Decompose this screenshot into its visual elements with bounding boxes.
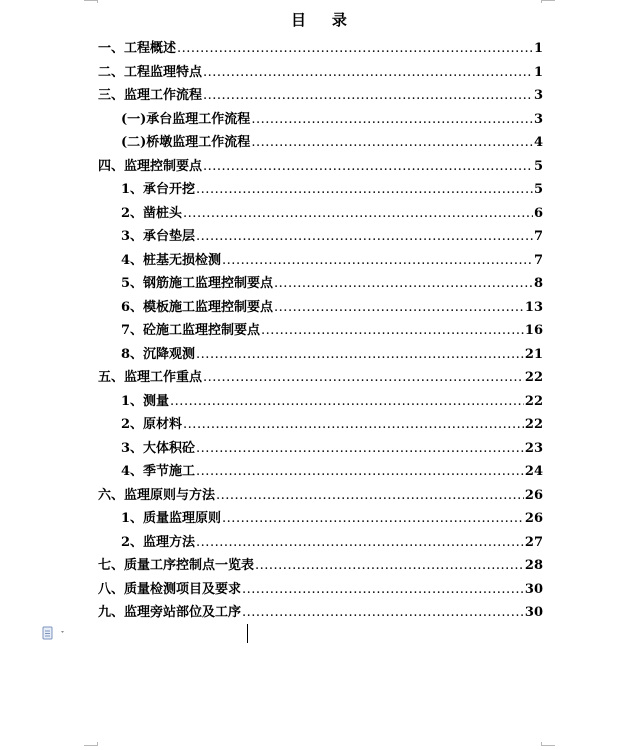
toc-entry-label: 五、监理工作重点 xyxy=(98,370,203,385)
toc-entry-page: 1 xyxy=(533,41,543,56)
toc-dot-leader xyxy=(196,441,524,456)
toc-dot-leader xyxy=(242,605,524,620)
toc-entry-label: (一)承台监理工作流程 xyxy=(121,111,251,127)
toc-dot-leader xyxy=(196,182,533,197)
toc-entry-page: 3 xyxy=(533,88,543,103)
toc-entry[interactable] xyxy=(98,296,543,320)
toc-dot-leader xyxy=(222,511,524,526)
toc-entry-page: 26 xyxy=(524,487,543,503)
toc-entry[interactable] xyxy=(98,178,543,202)
toc-entry[interactable] xyxy=(98,460,543,484)
toc-entry[interactable] xyxy=(98,225,543,249)
toc-entry-label: 5、钢筋施工监理控制要点 xyxy=(121,276,274,291)
toc-entry[interactable] xyxy=(98,108,543,132)
toc-entry-page: 22 xyxy=(524,370,543,385)
toc-entry-page: 7 xyxy=(533,229,543,244)
toc-dot-leader xyxy=(274,276,533,291)
toc-entry-page: 8 xyxy=(533,276,543,291)
toc-dot-leader xyxy=(242,582,524,597)
crop-mark xyxy=(97,742,98,746)
toc-title: 目 录 xyxy=(291,11,348,29)
toc-entry-page: 28 xyxy=(524,558,543,573)
toc-entry-label: 三、监理工作流程 xyxy=(98,88,203,103)
crop-mark xyxy=(84,0,98,1)
toc-entry[interactable] xyxy=(98,155,543,179)
toc-dot-leader xyxy=(274,300,524,315)
toc-entry-label: 7、砼施工监理控制要点 xyxy=(121,323,261,338)
toc-dot-leader xyxy=(251,135,533,150)
toc-entry[interactable] xyxy=(98,37,543,61)
toc-entry[interactable] xyxy=(98,319,543,343)
toc-entry-page: 5 xyxy=(533,182,543,197)
toc-entry-page: 30 xyxy=(524,605,543,620)
toc-dot-leader xyxy=(222,253,533,268)
toc-entry[interactable] xyxy=(98,366,543,390)
toc-entry-label: 6、模板施工监理控制要点 xyxy=(121,299,274,315)
toc-entry[interactable] xyxy=(98,61,543,85)
toc-dot-leader xyxy=(170,394,524,409)
toc-entry-label: 七、质量工序控制点一览表 xyxy=(98,558,255,573)
toc-entry[interactable] xyxy=(98,413,543,437)
table-of-contents xyxy=(98,37,543,625)
crop-mark xyxy=(97,0,98,3)
toc-entry-label: 2、监理方法 xyxy=(121,534,196,550)
toc-entry-page: 24 xyxy=(524,464,543,479)
toc-dot-leader xyxy=(196,229,533,244)
toc-entry[interactable] xyxy=(98,531,543,555)
toc-entry-page: 7 xyxy=(533,252,543,268)
toc-dot-leader xyxy=(261,323,524,338)
toc-entry-label: 四、监理控制要点 xyxy=(98,158,203,174)
toc-entry-page: 5 xyxy=(533,158,543,174)
text-cursor xyxy=(247,624,248,643)
toc-entry-label: 1、质量监理原则 xyxy=(121,511,222,526)
toc-entry[interactable] xyxy=(98,437,543,461)
crop-mark xyxy=(84,745,98,746)
toc-dot-leader xyxy=(196,464,524,479)
toc-entry-label: 六、监理原则与方法 xyxy=(98,487,216,503)
toc-entry-label: 2、原材料 xyxy=(121,417,183,432)
toc-entry-page: 30 xyxy=(524,581,543,597)
toc-entry-label: 二、工程监理特点 xyxy=(98,64,203,80)
toc-dot-leader xyxy=(255,558,524,573)
toc-dot-leader xyxy=(251,112,533,127)
toc-entry-label: 3、承台垫层 xyxy=(121,229,196,244)
toc-entry[interactable] xyxy=(98,390,543,414)
toc-entry-page: 23 xyxy=(524,440,543,456)
toc-entry-page: 26 xyxy=(524,511,543,526)
toc-dot-leader xyxy=(183,417,524,432)
toc-entry[interactable] xyxy=(98,507,543,531)
toc-dot-leader xyxy=(196,347,524,362)
toc-dot-leader xyxy=(203,65,533,80)
crop-mark xyxy=(541,742,542,746)
toc-dot-leader xyxy=(196,535,524,550)
toc-entry-label: 九、监理旁站部位及工序 xyxy=(98,605,242,620)
toc-dot-leader xyxy=(183,206,533,221)
toc-entry-page: 16 xyxy=(524,323,543,338)
toc-entry-label: 3、大体积砼 xyxy=(121,440,196,456)
toc-entry-label: 4、季节施工 xyxy=(121,464,196,479)
toc-entry-page: 3 xyxy=(533,111,543,127)
toc-entry[interactable] xyxy=(98,249,543,273)
toc-dot-leader xyxy=(216,488,524,503)
toc-dot-leader xyxy=(203,370,524,385)
toc-entry-page: 6 xyxy=(533,205,543,221)
toc-entry-label: 4、桩基无损检测 xyxy=(121,252,222,268)
crop-mark xyxy=(541,0,555,1)
toc-entry-page: 22 xyxy=(524,417,543,432)
toc-entry-label: 2、凿桩头 xyxy=(121,205,183,221)
toc-entry[interactable] xyxy=(98,601,543,625)
toc-entry-label: 八、质量检测项目及要求 xyxy=(98,581,242,597)
toc-entry[interactable] xyxy=(98,484,543,508)
toc-dot-leader xyxy=(177,41,533,56)
toc-entry-page: 1 xyxy=(533,64,543,80)
toc-entry-page: 4 xyxy=(533,135,543,150)
toc-entry-page: 13 xyxy=(524,299,543,315)
paste-options-icon[interactable] xyxy=(41,625,67,639)
toc-entry[interactable] xyxy=(98,343,543,367)
toc-entry-page: 21 xyxy=(524,346,543,362)
toc-entry[interactable] xyxy=(98,554,543,578)
toc-entry-page: 27 xyxy=(524,534,543,550)
crop-mark xyxy=(541,0,542,3)
toc-entry-label: 1、承台开挖 xyxy=(121,182,196,197)
toc-entry-label: 一、工程概述 xyxy=(98,41,177,56)
toc-entry[interactable] xyxy=(98,84,543,108)
toc-entry[interactable] xyxy=(98,578,543,602)
toc-entry-label: 8、沉降观测 xyxy=(121,346,196,362)
toc-entry-label: 1、测量 xyxy=(121,393,170,409)
toc-entry[interactable] xyxy=(98,131,543,155)
toc-entry[interactable] xyxy=(98,202,543,226)
toc-entry-page: 22 xyxy=(524,393,543,409)
toc-dot-leader xyxy=(203,88,533,103)
toc-entry-label: (二)桥墩监理工作流程 xyxy=(121,135,251,150)
toc-dot-leader xyxy=(203,159,533,174)
toc-entry[interactable] xyxy=(98,272,543,296)
crop-mark xyxy=(541,745,555,746)
